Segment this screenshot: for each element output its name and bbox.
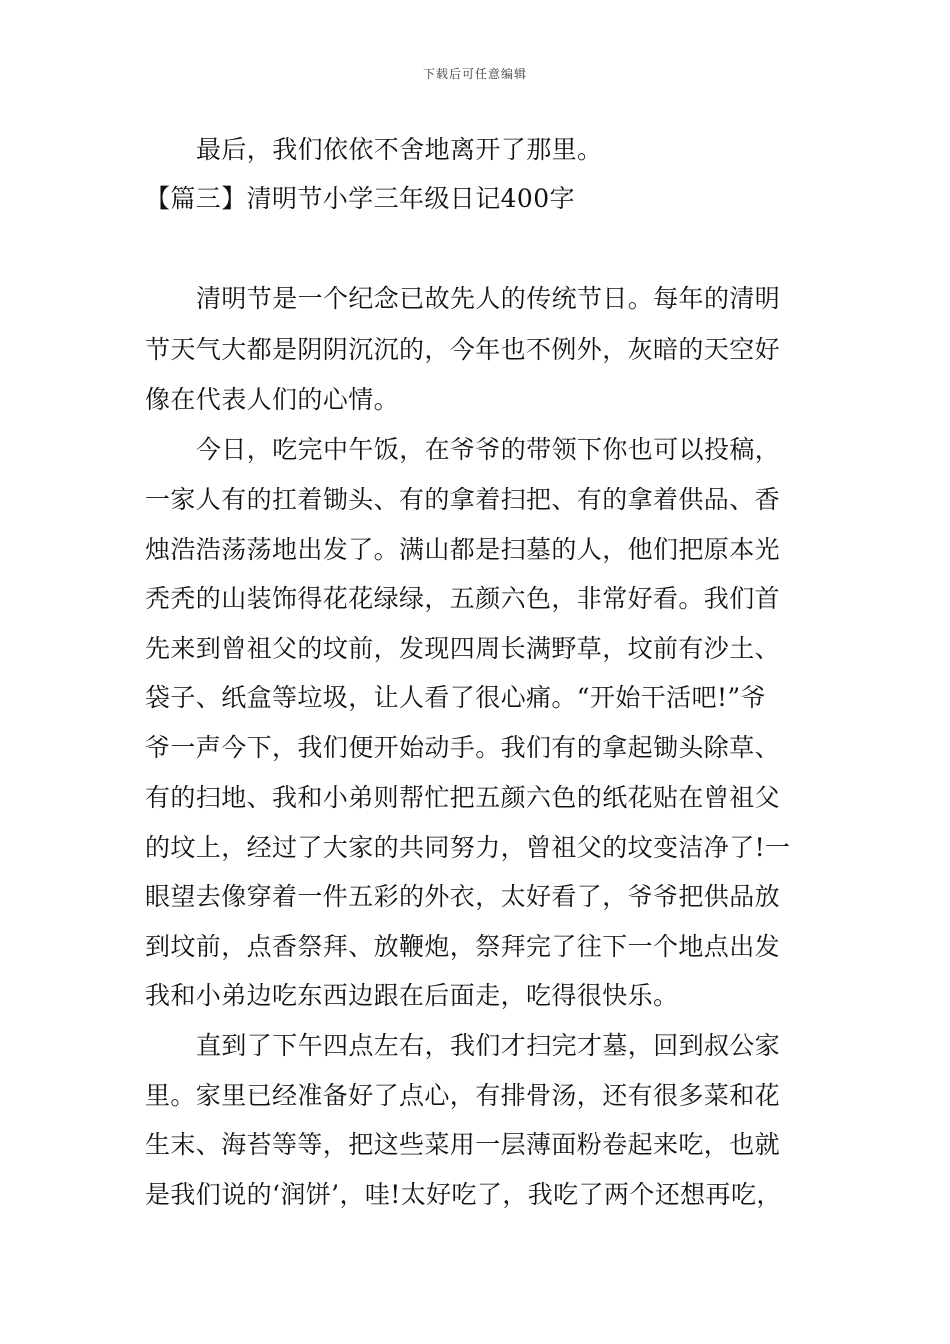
paragraph-line: 里。家里已经准备好了点心，有排骨汤，还有很多菜和花 <box>145 1081 781 1110</box>
paragraph-line: 清明节是一个纪念已故先人的传统节日。每年的清明 <box>196 284 781 313</box>
paragraph-line: 是我们说的‘润饼’，哇!太好吃了，我吃了两个还想再吃， <box>145 1180 782 1209</box>
paragraph-line: 节天气大都是阴阴沉沉的，今年也不例外，灰暗的天空好 <box>145 335 781 364</box>
paragraph-line: 最后，我们依依不舍地离开了那里。 <box>196 135 603 164</box>
paragraph-line: 直到了下午四点左右，我们才扫完才墓，回到叔公家 <box>196 1031 781 1060</box>
paragraph-line: 爷一声今下，我们便开始动手。我们有的拿起锄头除草、 <box>145 733 781 762</box>
paragraph-line: 眼望去像穿着一件五彩的外衣，太好看了，爷爷把供品放 <box>145 882 781 911</box>
paragraph-line: 今日，吃完中午饭，在爷爷的带领下你也可以投稿， <box>196 435 781 464</box>
paragraph-line: 秃秃的山装饰得花花绿绿，五颜六色，非常好看。我们首 <box>145 584 781 613</box>
section-title: 【篇三】清明节小学三年级日记400字 <box>145 184 575 213</box>
page-header: 下载后可任意编辑 <box>422 67 527 81</box>
paragraph-line: 像在代表人们的心情。 <box>145 385 400 414</box>
paragraph-line: 一家人有的扛着锄头、有的拿着扫把、有的拿着供品、香 <box>145 485 781 514</box>
paragraph-line: 先来到曾祖父的坟前，发现四周长满野草，坟前有沙土、 <box>145 634 781 663</box>
paragraph-line: 袋子、纸盒等垃圾，让人看了很心痛。“开始干活吧!”爷 <box>145 683 767 712</box>
paragraph-line: 生末、海苔等等，把这些菜用一层薄面粉卷起来吃，也就 <box>145 1130 781 1159</box>
paragraph-line: 的坟上，经过了大家的共同努力，曾祖父的坟变洁净了!一 <box>145 833 791 862</box>
paragraph-line: 有的扫地、我和小弟则帮忙把五颜六色的纸花贴在曾祖父 <box>145 783 781 812</box>
paragraph-line: 我和小弟边吃东西边跟在后面走，吃得很快乐。 <box>145 981 679 1010</box>
paragraph-line: 到坟前，点香祭拜、放鞭炮，祭拜完了往下一个地点出发 <box>145 932 781 961</box>
paragraph-line: 烛浩浩荡荡地出发了。满山都是扫墓的人，他们把原本光 <box>145 535 781 564</box>
